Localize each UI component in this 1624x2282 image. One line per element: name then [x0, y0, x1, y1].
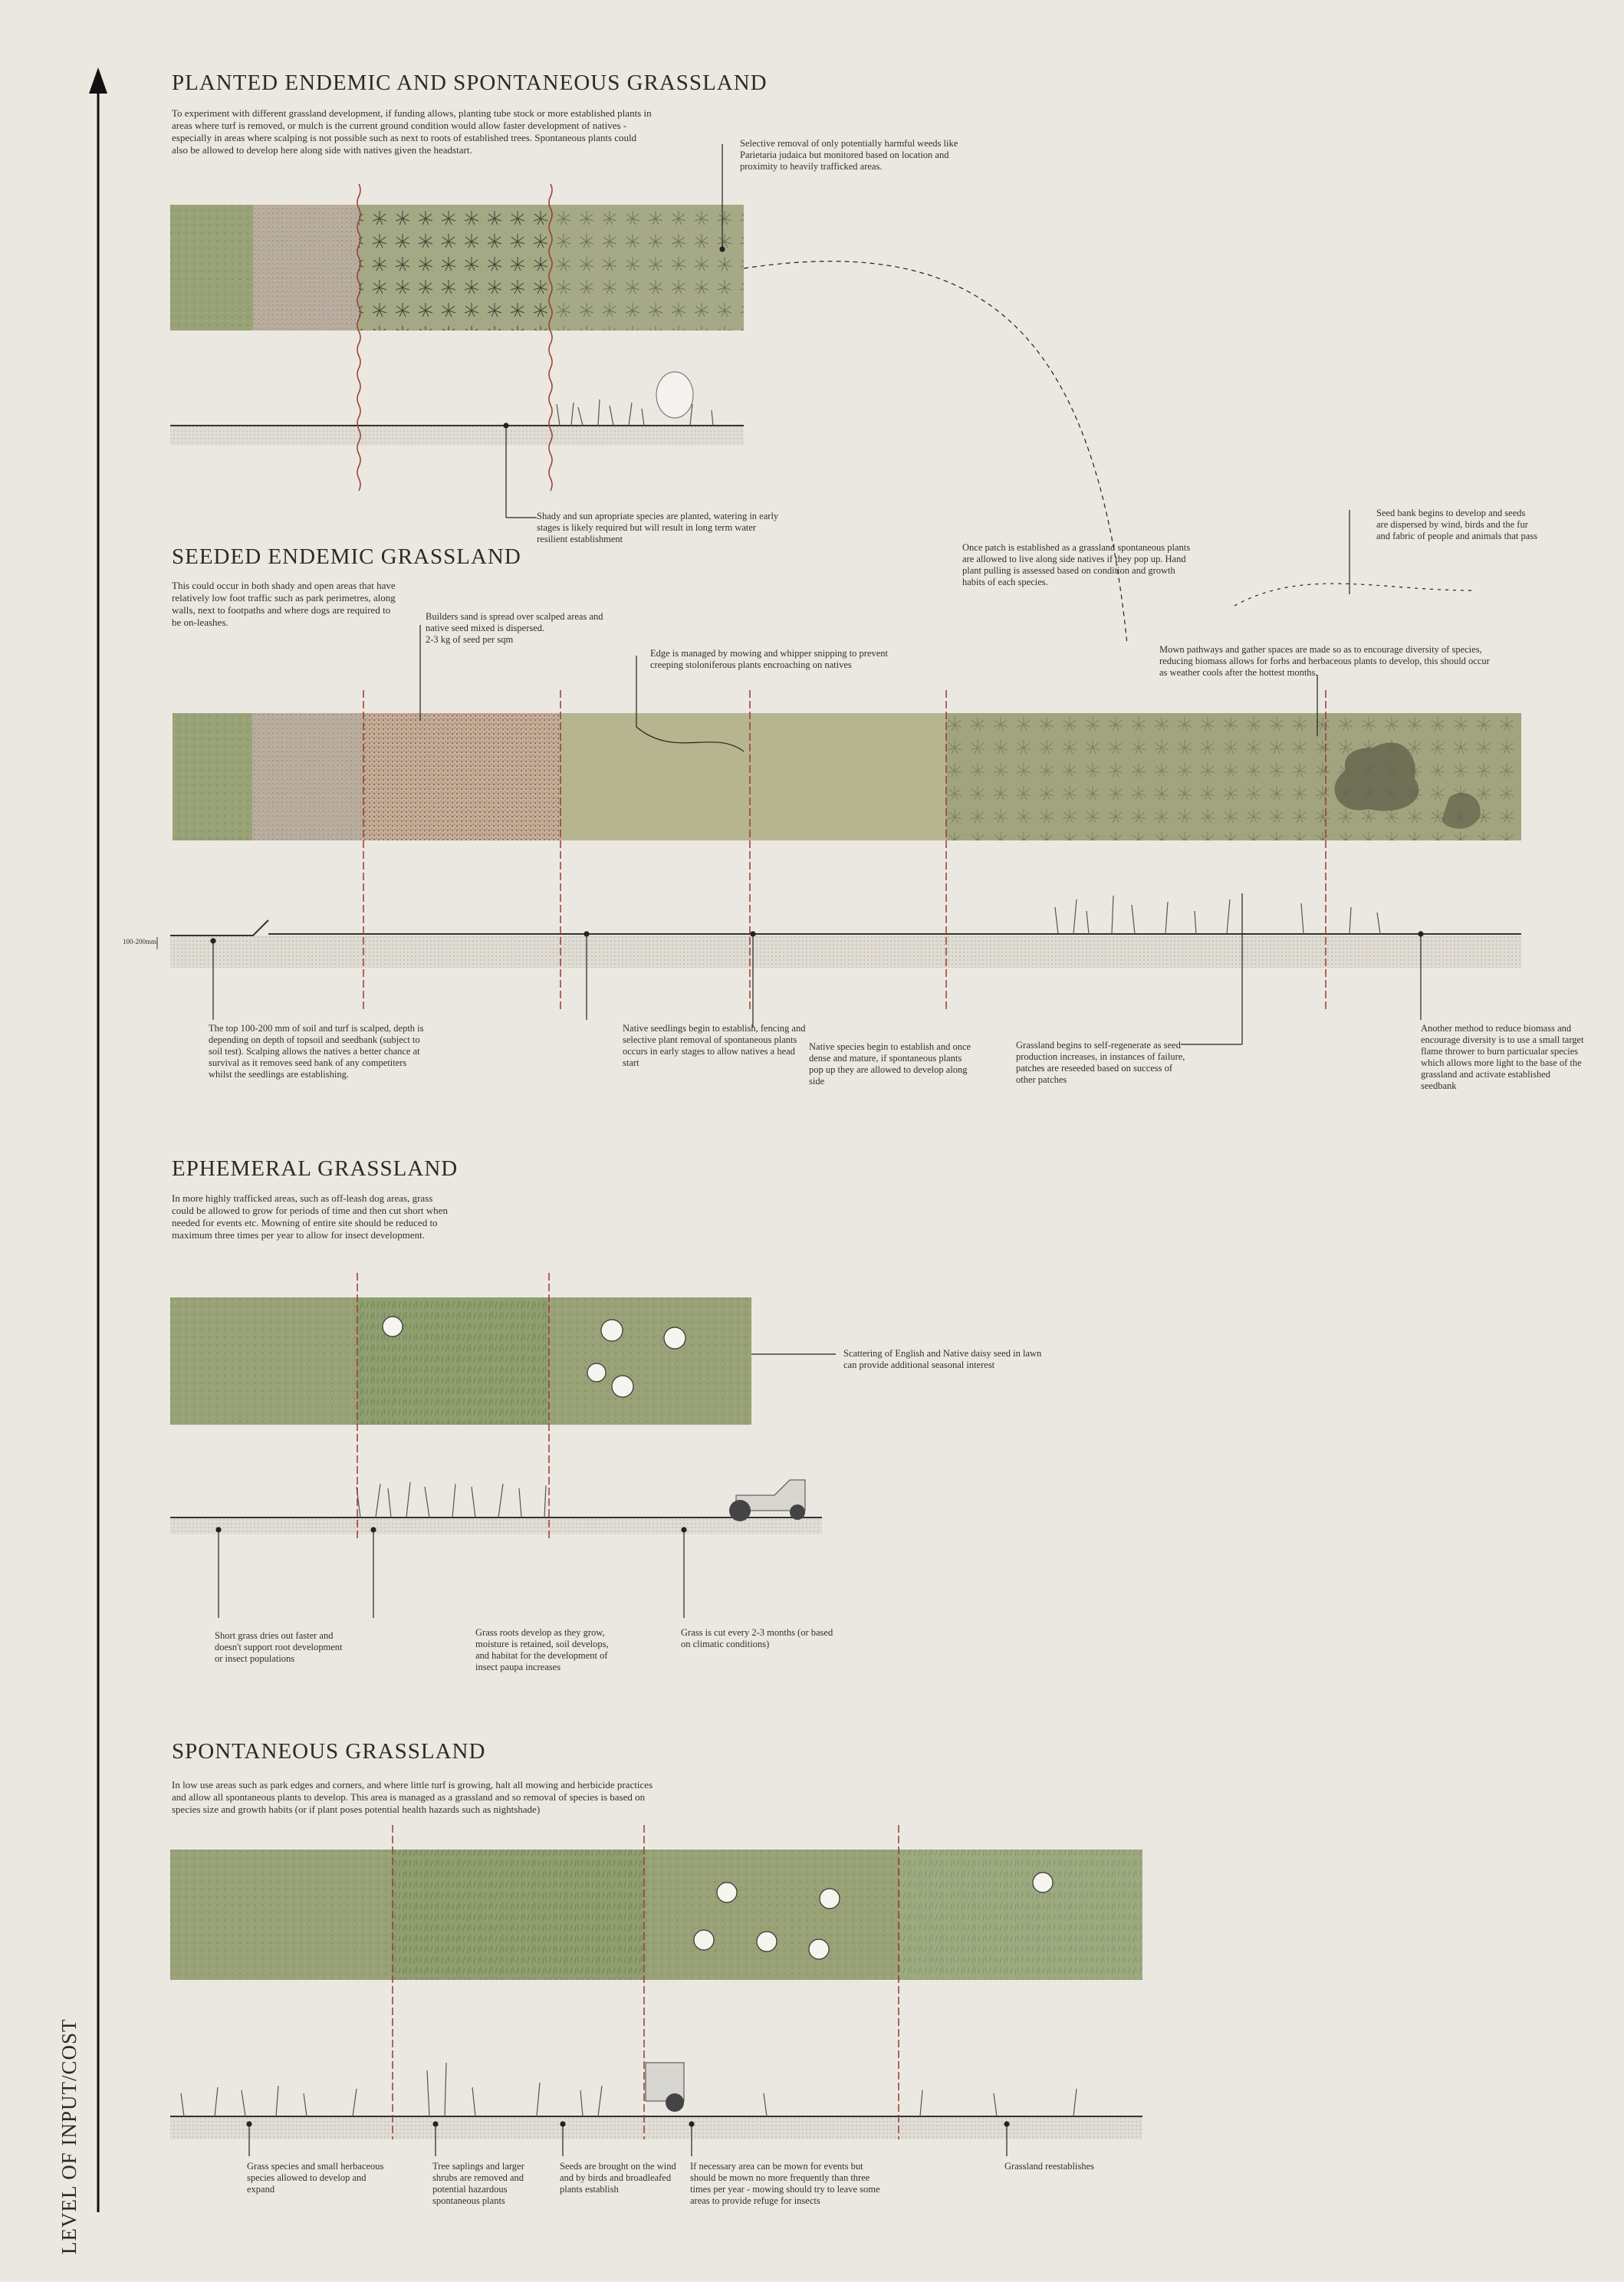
spontaneous-note-reestablish: Grassland reestablishes	[1004, 2161, 1094, 2172]
section-title-spontaneous: SPONTANEOUS GRASSLAND	[172, 1739, 486, 1764]
section-title-ephemeral: EPHEMERAL GRASSLAND	[172, 1156, 459, 1181]
section-intro-ephemeral: In more highly trafficked areas, such as off-leash dog areas, grass could be allowed to grow for periods of time and then cut short when needed for events etc. Mowning of entire site should be reduced to maximum three times per year to allow for insect development.	[172, 1192, 448, 1241]
planted-plan-strip	[170, 205, 744, 330]
spontaneous-note-grass: Grass species and small herbaceous species allowed to develop and expand	[247, 2161, 384, 2195]
ephemeral-plan-strip	[170, 1297, 751, 1425]
ephemeral-section-profile	[170, 1480, 822, 1534]
seeded-section-profile	[157, 896, 1521, 968]
seeded-note-scalp: The top 100-200 mm of soil and turf is scalped, depth is depending on depth of topsoil and seedbank (subject to soil test). Scalping allows the natives a better chance at survival as it removes seed bank of any competiters whilst the seedlings are establishing.	[209, 1023, 424, 1080]
section-intro-planted: To experiment with different grassland development, if funding allows, planting tube stock or more established plants in areas where turf is removed, or mulch is the current ground condition would allow faster development of natives - especially in areas where scalping is not possible such as next to roots of established trees. Spontaneous plants could also be allowed to develop here along side with natives given the headstart.	[172, 107, 652, 156]
planted-note-1: Selective removal of only potentially harmful weeds like Parietaria judaica but monitored based on location and proximity to heavily trafficked areas.	[740, 138, 958, 172]
planted-section-profile	[170, 372, 744, 446]
spontaneous-note-saplings: Tree saplings and larger shrubs are removed and potential hazardous spontaneous plants	[432, 2161, 524, 2206]
spontaneous-plan-strip	[170, 1850, 1142, 1980]
seeded-note-mature: Native species begin to establish and once dense and mature, if spontaneous plants pop up they are allowed to develop along side	[809, 1041, 971, 1087]
seeded-depth-label: 100-200mm	[123, 938, 156, 945]
ephemeral-note-roots: Grass roots develop as they grow, moisture is retained, soil develops, and habitat for the development of insect paupa increases	[475, 1627, 609, 1672]
section-intro-spontaneous: In low use areas such as park edges and corners, and where little turf is growing, halt all mowing and herbicide practices and allow all spontaneous plants to develop. This area is managed as a grassland and so removal of species is based on species size and growth habits (or if plant poses potential health hazards such as nightshade)	[172, 1779, 653, 1815]
spontaneous-section-profile	[170, 2063, 1142, 2139]
planted-note-2: Shady and sun apropriate species are planted, watering in early stages is likely required but will result in long term water resilient establishment	[537, 511, 779, 544]
seeded-note-mown: Mown pathways and gather spaces are made so as to encourage diversity of species, reducing biomass allows for forbs and herbaceous plants to develop, this should occur as weather cools after the hottest months.	[1159, 644, 1490, 678]
spontaneous-note-mown: If necessary area can be mown for events but should be mown no more frequently than three times per year - mowing should try to leave some areas to provide refuge for insects	[690, 2161, 880, 2206]
ephemeral-note-short: Short grass dries out faster and doesn't support root development or insect populations	[215, 1630, 343, 1664]
seeded-note-sand: Builders sand is spread over scalped areas and native seed mixed is dispersed. 2-3 kg of seed per sqm	[426, 611, 603, 645]
spontaneous-note-seeds: Seeds are brought on the wind and by birds and broadleafed plants establish	[560, 2161, 676, 2195]
seeded-note-edge: Edge is managed by mowing and whipper snipping to prevent creeping stoloniferous plants encroaching on natives	[650, 648, 889, 670]
ephemeral-note-cut: Grass is cut every 2-3 months (or based on climatic conditions)	[681, 1627, 833, 1649]
seeded-note-seedlings: Native seedlings begin to establish, fencing and selective plant removal of spontaneous plants occurs in early stages to allow natives a head start	[623, 1023, 806, 1068]
seeded-note-seedbank: Seed bank begins to develop and seeds are dispersed by wind, birds and the fur and fabric of people and animals that pass	[1376, 508, 1537, 541]
seeded-note-patch: Once patch is established as a grassland spontaneous plants are allowed to live along side natives if they pop up. Hand plant pulling is assessed based on condition and growth habits of each species.	[962, 542, 1191, 587]
seeded-note-flame: Another method to reduce biomass and encourage diversity is to use a small target flame thrower to burn particualar species which allows more light to the base of the grassland and activate established seedbank	[1421, 1023, 1584, 1091]
ephemeral-note-daisy: Scattering of English and Native daisy seed in lawn can provide additional seasonal interest	[843, 1348, 1042, 1370]
section-title-seeded: SEEDED ENDEMIC GRASSLAND	[172, 544, 521, 569]
section-intro-seeded: This could occur in both shady and open areas that have relatively low foot traffic such as park perimetres, along walls, next to footpaths and where dogs are required to be on-leashes.	[172, 580, 396, 628]
seeded-plan-strip	[173, 713, 1521, 840]
section-title-planted: PLANTED ENDEMIC AND SPONTANEOUS GRASSLAND	[172, 71, 768, 95]
axis-arrow-icon	[89, 67, 107, 94]
axis-label: LEVEL OF INPUT/COST	[58, 2018, 81, 2254]
seeded-note-regenerate: Grassland begins to self-regenerate as seed production increases, in instances of failure, patches are reseeded based on success of other patches	[1016, 1040, 1185, 1085]
